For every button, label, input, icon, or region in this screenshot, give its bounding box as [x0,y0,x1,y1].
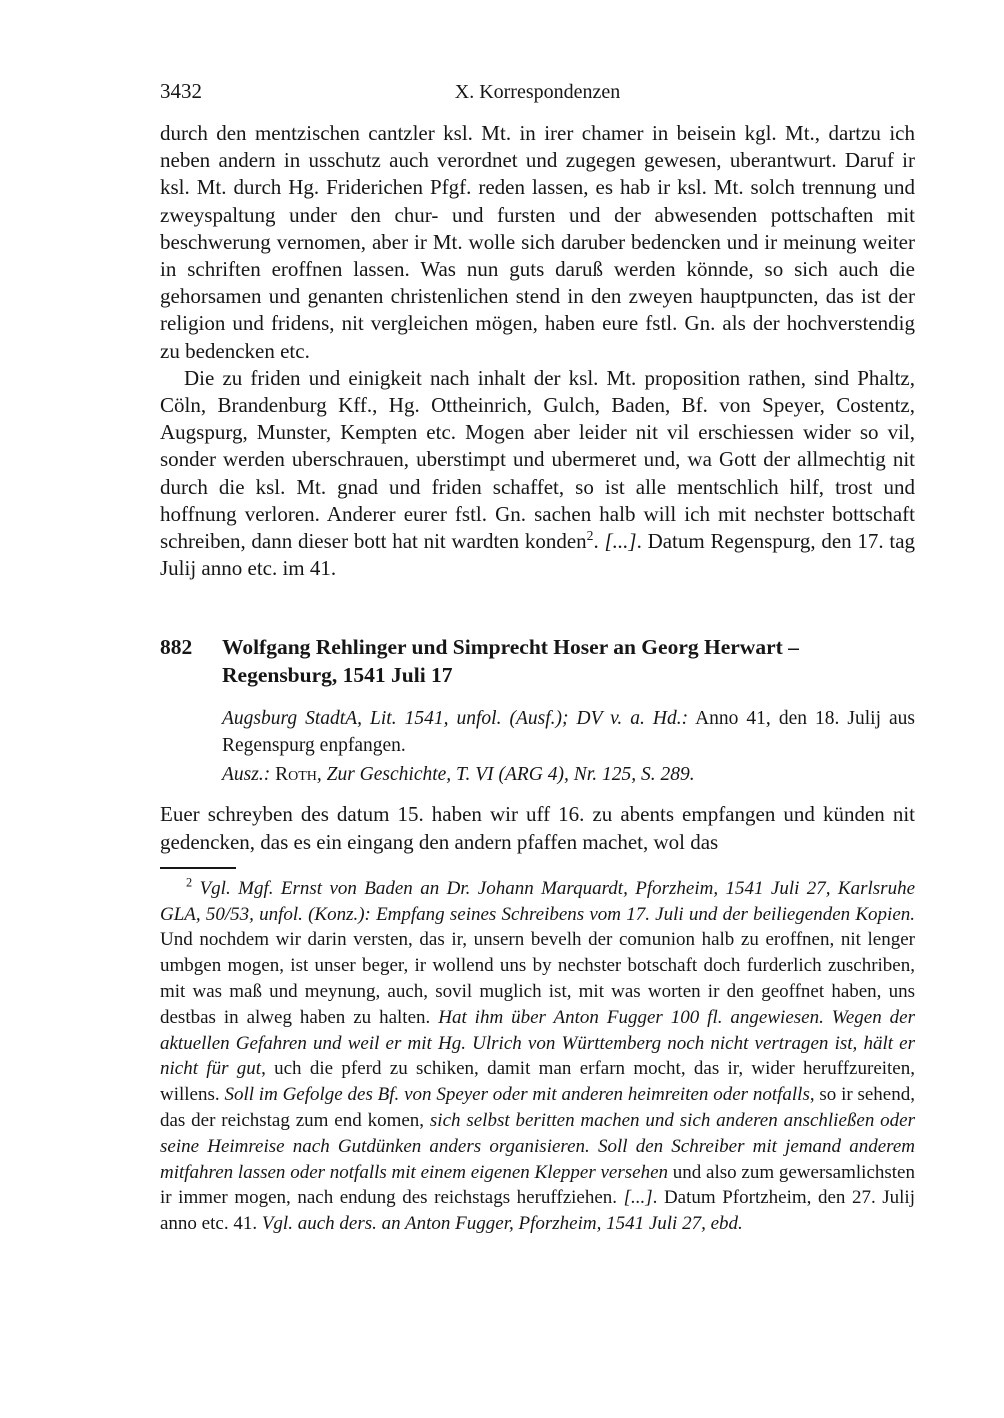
text-block [160,120,915,1237]
running-header [160,78,915,104]
excerpt-note: Ausz.: Roth, Zur Geschichte, T. VI (ARG 4), Nr. 125, S. 289. [222,764,695,786]
footnote-2: $^2$ Vgl. Mgf. Ernst von Baden an Dr. Johann Marquardt, Pforzheim, 1541 Juli 27, Karlsruhe GLA, 50/53, unfol. (Konz.): Empfang seines Schreibens vom 17. Juli und der beiliegenden Kopien. Und nochdem wir darin versten, das ir, unsern bevelh der comunion halb zu eroffnen, nit lenger umbgen mogen, ist unser beger, ir wollend uns by nechster botschaft doch furderlich zuschriben, mit was maß und meynung, auch, sovil muglich ist, mit was worten ir den geoffnet haben, uns destbas in alweg haben zu halten. Hat ihm über Anton Fugger 100 fl. angewiesen. Wegen der aktuellen Gefahren und weil er mit Hg. Ulrich von Württemberg noch nicht vertragen ist, hält er nicht für gut, uch die pferd zu schiken, damit man erfarn mocht, das ir, wider heruffzureiten, willens. Soll im Gefolge des Bf. von Speyer oder mit anderen heimreiten oder notfalls, so ir sehend, das der reichstag zum end komen, sich selbst beritten machen und sich anderen anschließen oder seine Heimreise nach Gutdünken anders organisieren. Soll den Schreiber mit jemand anderem mitfahren lassen oder notfalls mit einem eigenen Klepper versehen und also zum gewersamlichsten ir immer mogen, nach endung des reichstags heruffziehen. [...]. Datum Pfortzheim, den 27. Julij anno etc. 41. Vgl. auch ders. an Anton Fugger, Pforzheim, 1541 Juli 27, ebd. [160,875,916,1235]
page-number: 3432 [160,79,202,103]
entry-number: 882 [160,635,193,660]
entry-882 [160,633,915,855]
previous-letter-paragraph-1: durch den mentzischen cantzler ksl. Mt. in irer chamer in beisein kgl. Mt., dartzu ich neben andern in usschutz auch verordnet und zugegen gewesen, uberantwurt. Daruf ir ksl. Mt. durch Hg. Friderichen Pfgf. reden lassen, es hab ir ksl. Mt. solch trennung und zweyspaltung under den chur- und fursten und der abwesenden pottschaften mit beschwerung vernomen, aber ir Mt. wolle sich daruber bedencken und ir meinung weiter in schriften eroffnen lassen. Was nun guts daruß werden könnde, so sich auch die gehorsamen und genanten christenlichen stend in den zweyen hauptpuncten, das ist der religion und fridens, nit vergleichen mögen, haben eure fstl. Gn. als der hochverstendig zu bedencken etc. [160,121,915,363]
letter-body-paragraph: Euer schreyben des datum 15. haben wir uff 16. zu abents empfangen und künden nit gedencken, das es ein eingang den andern pfaffen machet, wol das [160,802,915,854]
source-note: Augsburg StadtA, Lit. 1541, unfol. (Ausf.); DV v. a. Hd.: Anno 41, den 18. Julij aus Regenspurg enpfangen. [222,708,916,757]
running-head-title: X. Korrespondenzen [454,81,621,103]
footnote-separator-rule [160,867,236,869]
entry-title: Wolfgang Rehlinger und Simprecht Hoser an Georg Herwart – Regensburg, 1541 Juli 17 [222,635,799,688]
source-block [160,705,915,788]
entry-heading [160,633,915,689]
previous-letter-paragraph-2: Die zu friden und einigkeit nach inhalt der ksl. Mt. proposition rathen, sind Phaltz, Cöln, Brandenburg Kff., Hg. Ottheinrich, Gulch, Baden, Bf. von Speyer, Costentz, Augspurg, Munster, Kempten etc. Mogen aber leider nit vil erschiessen wider so vil, sonder werden uberschrauen, uberstimpt und ubermeret und, wa Gott der allmechtig nit durch die ksl. Mt. gnad und friden schaffet, so ist alle mentschlich hilf, trost und hoffnung verloren. Anderer eurer fstl. Gn. sachen halb will ich mit nechster bottschaft schreiben, dann dieser bott hat nit wardten konden$^2$. [...]. Datum Regenspurg, den 17. tag Julij anno etc. im 41. [160,365,916,581]
footnotes-section [160,867,915,1237]
